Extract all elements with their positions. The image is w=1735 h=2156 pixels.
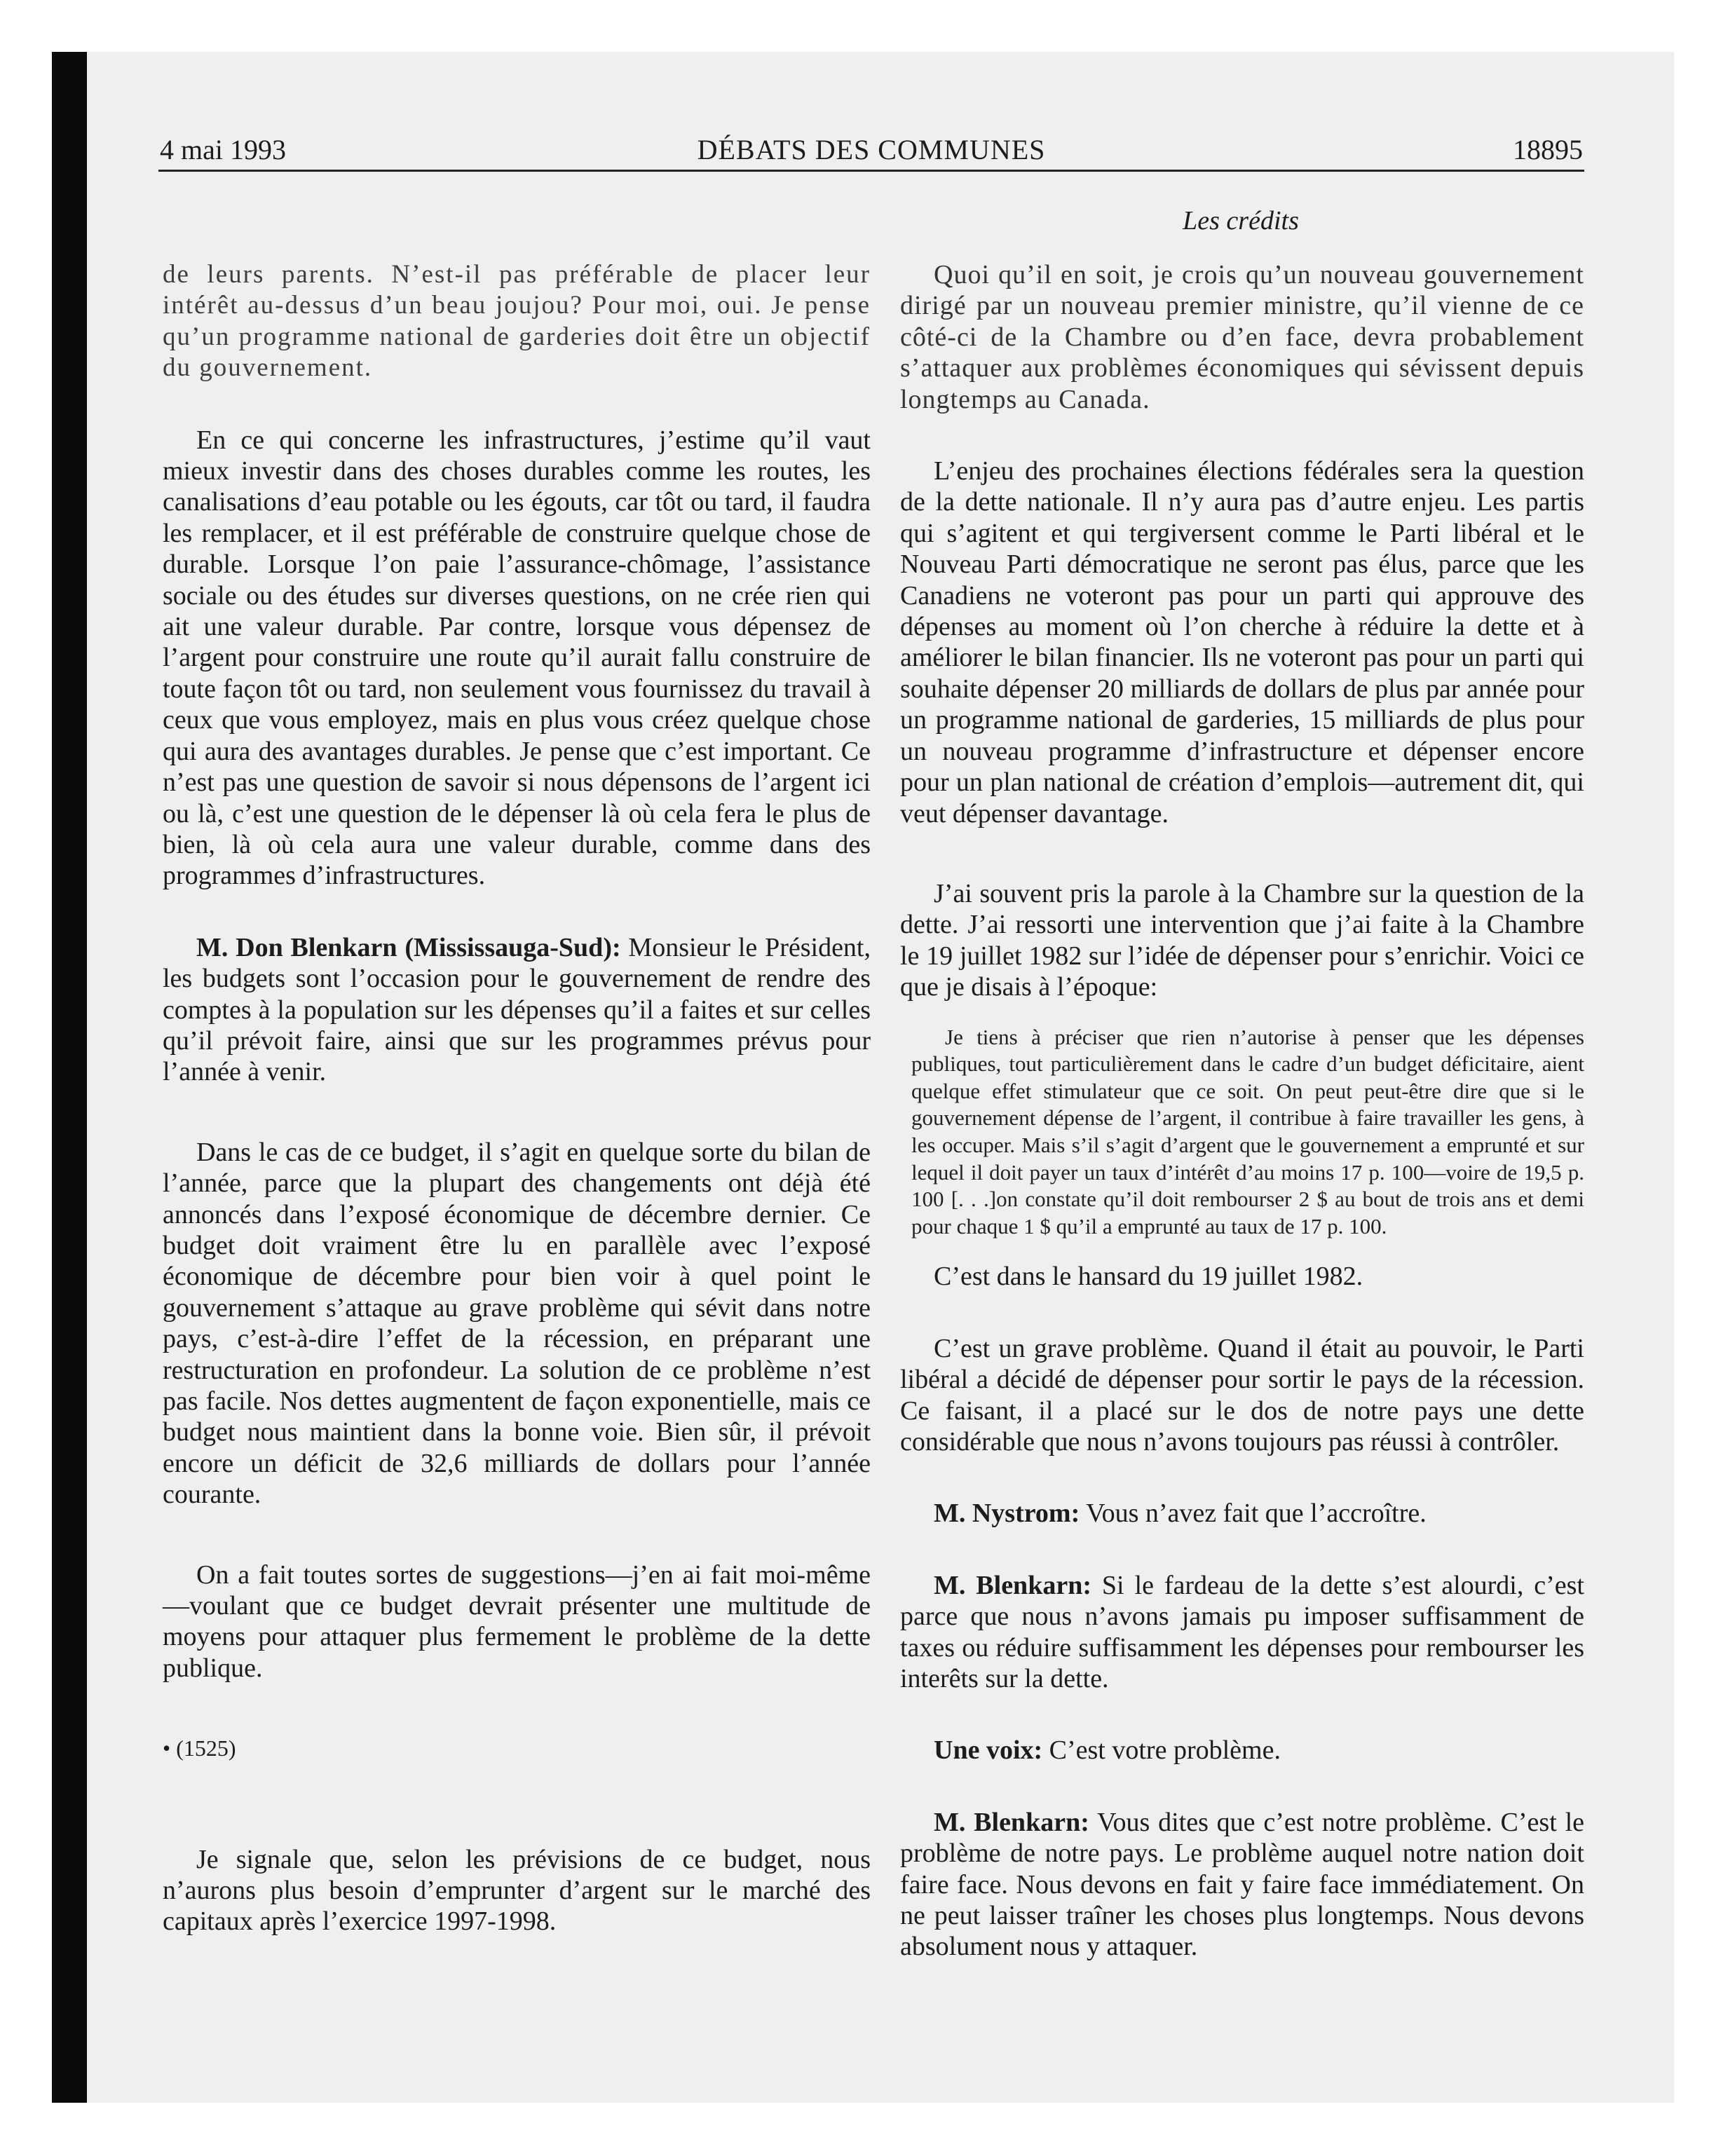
paragraph bbox=[163, 932, 871, 1088]
running-head: Les crédits bbox=[1183, 206, 1299, 236]
paragraph: Dans le cas de ce budget, il s’agit en quelque sorte du bilan de l’année, parce que la plupart des changements ont déjà été annoncés dans l’exposé économique de décembre dernier. Ce budget doit vraiment être lu en parallèle avec l’exposé économique de décembre pour bien voir à quel point le gouvernement s’attaque au grave problème qui sévit dans notre pays, c’est-à-dire l’effet de la récession, en préparant une restructuration en profondeur. La solution de ce problème n’est pas facile. Nos dettes augmentent de façon exponentielle, mais ce budget nous maintient dans la bonne voie. Bien sûr, il prévoit encore un déficit de 32,6 milliards de dollars pour l’année courante. bbox=[163, 1137, 871, 1510]
header-date: 4 mai 1993 bbox=[160, 134, 286, 165]
header-page-number: 18895 bbox=[1513, 134, 1583, 165]
paragraph bbox=[900, 1735, 1584, 1766]
speaker-name: Une voix: bbox=[934, 1735, 1043, 1766]
paragraph bbox=[900, 1570, 1584, 1695]
header-title: DÉBATS DES COMMUNES bbox=[697, 134, 1046, 165]
right-column bbox=[900, 259, 1584, 1963]
paragraph: de leurs parents. N’est-il pas préférable de placer leur intérêt au-dessus d’un beau joujou? Pour moi, oui. Je pense qu’un programme national de garderies doit être un objectif du gouvernement. bbox=[163, 260, 871, 383]
paragraph: On a fait toutes sortes de suggestions—j’en ai fait moi-même—voulant que ce budget devrait présenter une multitude de moyens pour attaquer plus fermement le problème de la dette publique. bbox=[163, 1560, 871, 1683]
speech-text: Monsieur le Président, les budgets sont l’occasion pour le gouvernement de rendre des comptes à la population sur les dépenses qu’il a faites et sur celles qu’il prévoit faire, ainsi que sur les programmes prévus pour l’année à venir. bbox=[163, 932, 871, 1087]
header-rule bbox=[158, 170, 1584, 172]
speaker-name: M. Blenkarn: bbox=[934, 1570, 1091, 1600]
paragraph: Je signale que, selon les prévisions de ce budget, nous n’aurons plus besoin d’emprunter d’argent sur le marché des capitaux après l’exercice 1997-1998. bbox=[163, 1844, 871, 1937]
speech-text: C’est votre problème. bbox=[1042, 1735, 1281, 1766]
paragraph: C’est un grave problème. Quand il était au pouvoir, le Parti libéral a décidé de dépenser pour sortir le pays de la récession. Ce faisant, il a placé sur le dos de notre pays une dette considérable que nous n’avons toujours pas réussi à contrôler. bbox=[900, 1333, 1584, 1456]
speaker-name: M. Blenkarn: bbox=[934, 1807, 1089, 1837]
page-header bbox=[160, 130, 1583, 170]
block-quote: Je tiens à préciser que rien n’autorise à penser que les dépenses publiques, tout particulièrement dans le cadre d’un budget déficitaire, aient quelque effet stimulateur que ce soit. On peut peut-être dire que si le gouvernement dépense de l’argent, il contribue à faire travailler les gens, à les occuper. Mais s’il s’agit d’argent que le gouvernement a emprunté et sur lequel il doit payer un taux d’intérêt d’au moins 17 p. 100—voire de 19,5 p. 100 [. . .]on constate qu’il doit rembourser 2 $ au bout de trois ans et demi pour chaque 1 $ qu’il a emprunté au taux de 17 p. 100. bbox=[911, 1024, 1584, 1239]
time-marker: • (1525) bbox=[163, 1735, 236, 1761]
paragraph: Quoi qu’il en soit, je crois qu’un nouveau gouvernement dirigé par un nouveau premier ministre, qu’il vienne de ce côté-ci de la Chambre ou d’en face, devra probablement s’attaquer aux problèmes économiques qui sévissent depuis longtemps au Canada. bbox=[900, 260, 1584, 414]
paragraph bbox=[900, 1498, 1584, 1529]
speech-text: Vous dites que c’est notre problème. C’est le problème de notre pays. Le problème auquel notre nation doit faire face. Nous devons en fait y faire face immédiatement. On ne peut laisser traîner les choses plus longtemps. Nous devons absolument nous y attaquer. bbox=[900, 1807, 1584, 1962]
paragraph bbox=[900, 1807, 1584, 1963]
left-column bbox=[163, 259, 871, 1937]
paragraph: C’est dans le hansard du 19 juillet 1982. bbox=[934, 1262, 1363, 1292]
speech-text: Si le fardeau de la dette s’est alourdi, c’est parce que nous n’avons jamais pu imposer suffisamment de taxes ou réduire suffisamment les dépenses pour rembourser les interêts sur la dette. bbox=[900, 1570, 1584, 1693]
speaker-name: M. Nystrom: bbox=[934, 1499, 1080, 1529]
paragraph: En ce qui concerne les infrastructures, j’estime qu’il vaut mieux investir dans des choses durables comme les routes, les canalisations d’eau potable ou les égouts, car tôt ou tard, il faudra les remplacer, et il est préférable de construire quelque chose de durable. Lorsque l’on paie l’assurance-chômage, l’assistance sociale ou des études sur diverses questions, on ne crée rien qui ait une valeur durable. Par contre, lorsque vous dépensez de l’argent pour construire une route qu’il aurait fallu construire de toute façon tôt ou tard, non seulement vous fournissez du travail à ceux que vous employez, mais en plus vous créez quelque chose qui aura des avantages durables. Je pense que c’est important. Ce n’est pas une question de savoir si nous dépensons de l’argent ici ou là, c’est une question de le dépenser là où cela fera le plus de bien, là où cela aura une valeur durable, comme dans des programmes d’infrastructures. bbox=[163, 425, 871, 891]
scan-edge bbox=[52, 52, 87, 2103]
paragraph: J’ai souvent pris la parole à la Chambre sur la question de la dette. J’ai ressorti une intervention que j’ai faite à la Chambre le 19 juillet 1982 sur l’idée de dépenser pour s’enrichir. Voici ce que je disais à l’époque: bbox=[900, 878, 1584, 1002]
paragraph: L’enjeu des prochaines élections fédérales sera la question de la dette nationale. Il n’y aura pas d’autre enjeu. Les partis qui s’agitent et qui tergiversent comme le Parti libéral et le Nouveau Parti démocratique ne seront pas élus, parce que les Canadiens ne voteront pas pour un parti qui approuve des dépenses au moment où l’on cherche à réduire la dette et à améliorer le bilan financier. Ils ne voteront pas pour un parti qui souhaite dépenser 20 milliards de dollars de plus par année pour un programme national de garderies, 15 milliards de plus pour un nouveau programme d’infrastructure et dépenser encore pour un plan national de création d’emplois—autrement dit, qui veut dépenser davantage. bbox=[900, 456, 1584, 828]
speech-text: Vous n’avez fait que l’accroître. bbox=[1080, 1499, 1427, 1529]
speaker-name: M. Don Blenkarn (Mississauga-Sud): bbox=[196, 932, 621, 962]
